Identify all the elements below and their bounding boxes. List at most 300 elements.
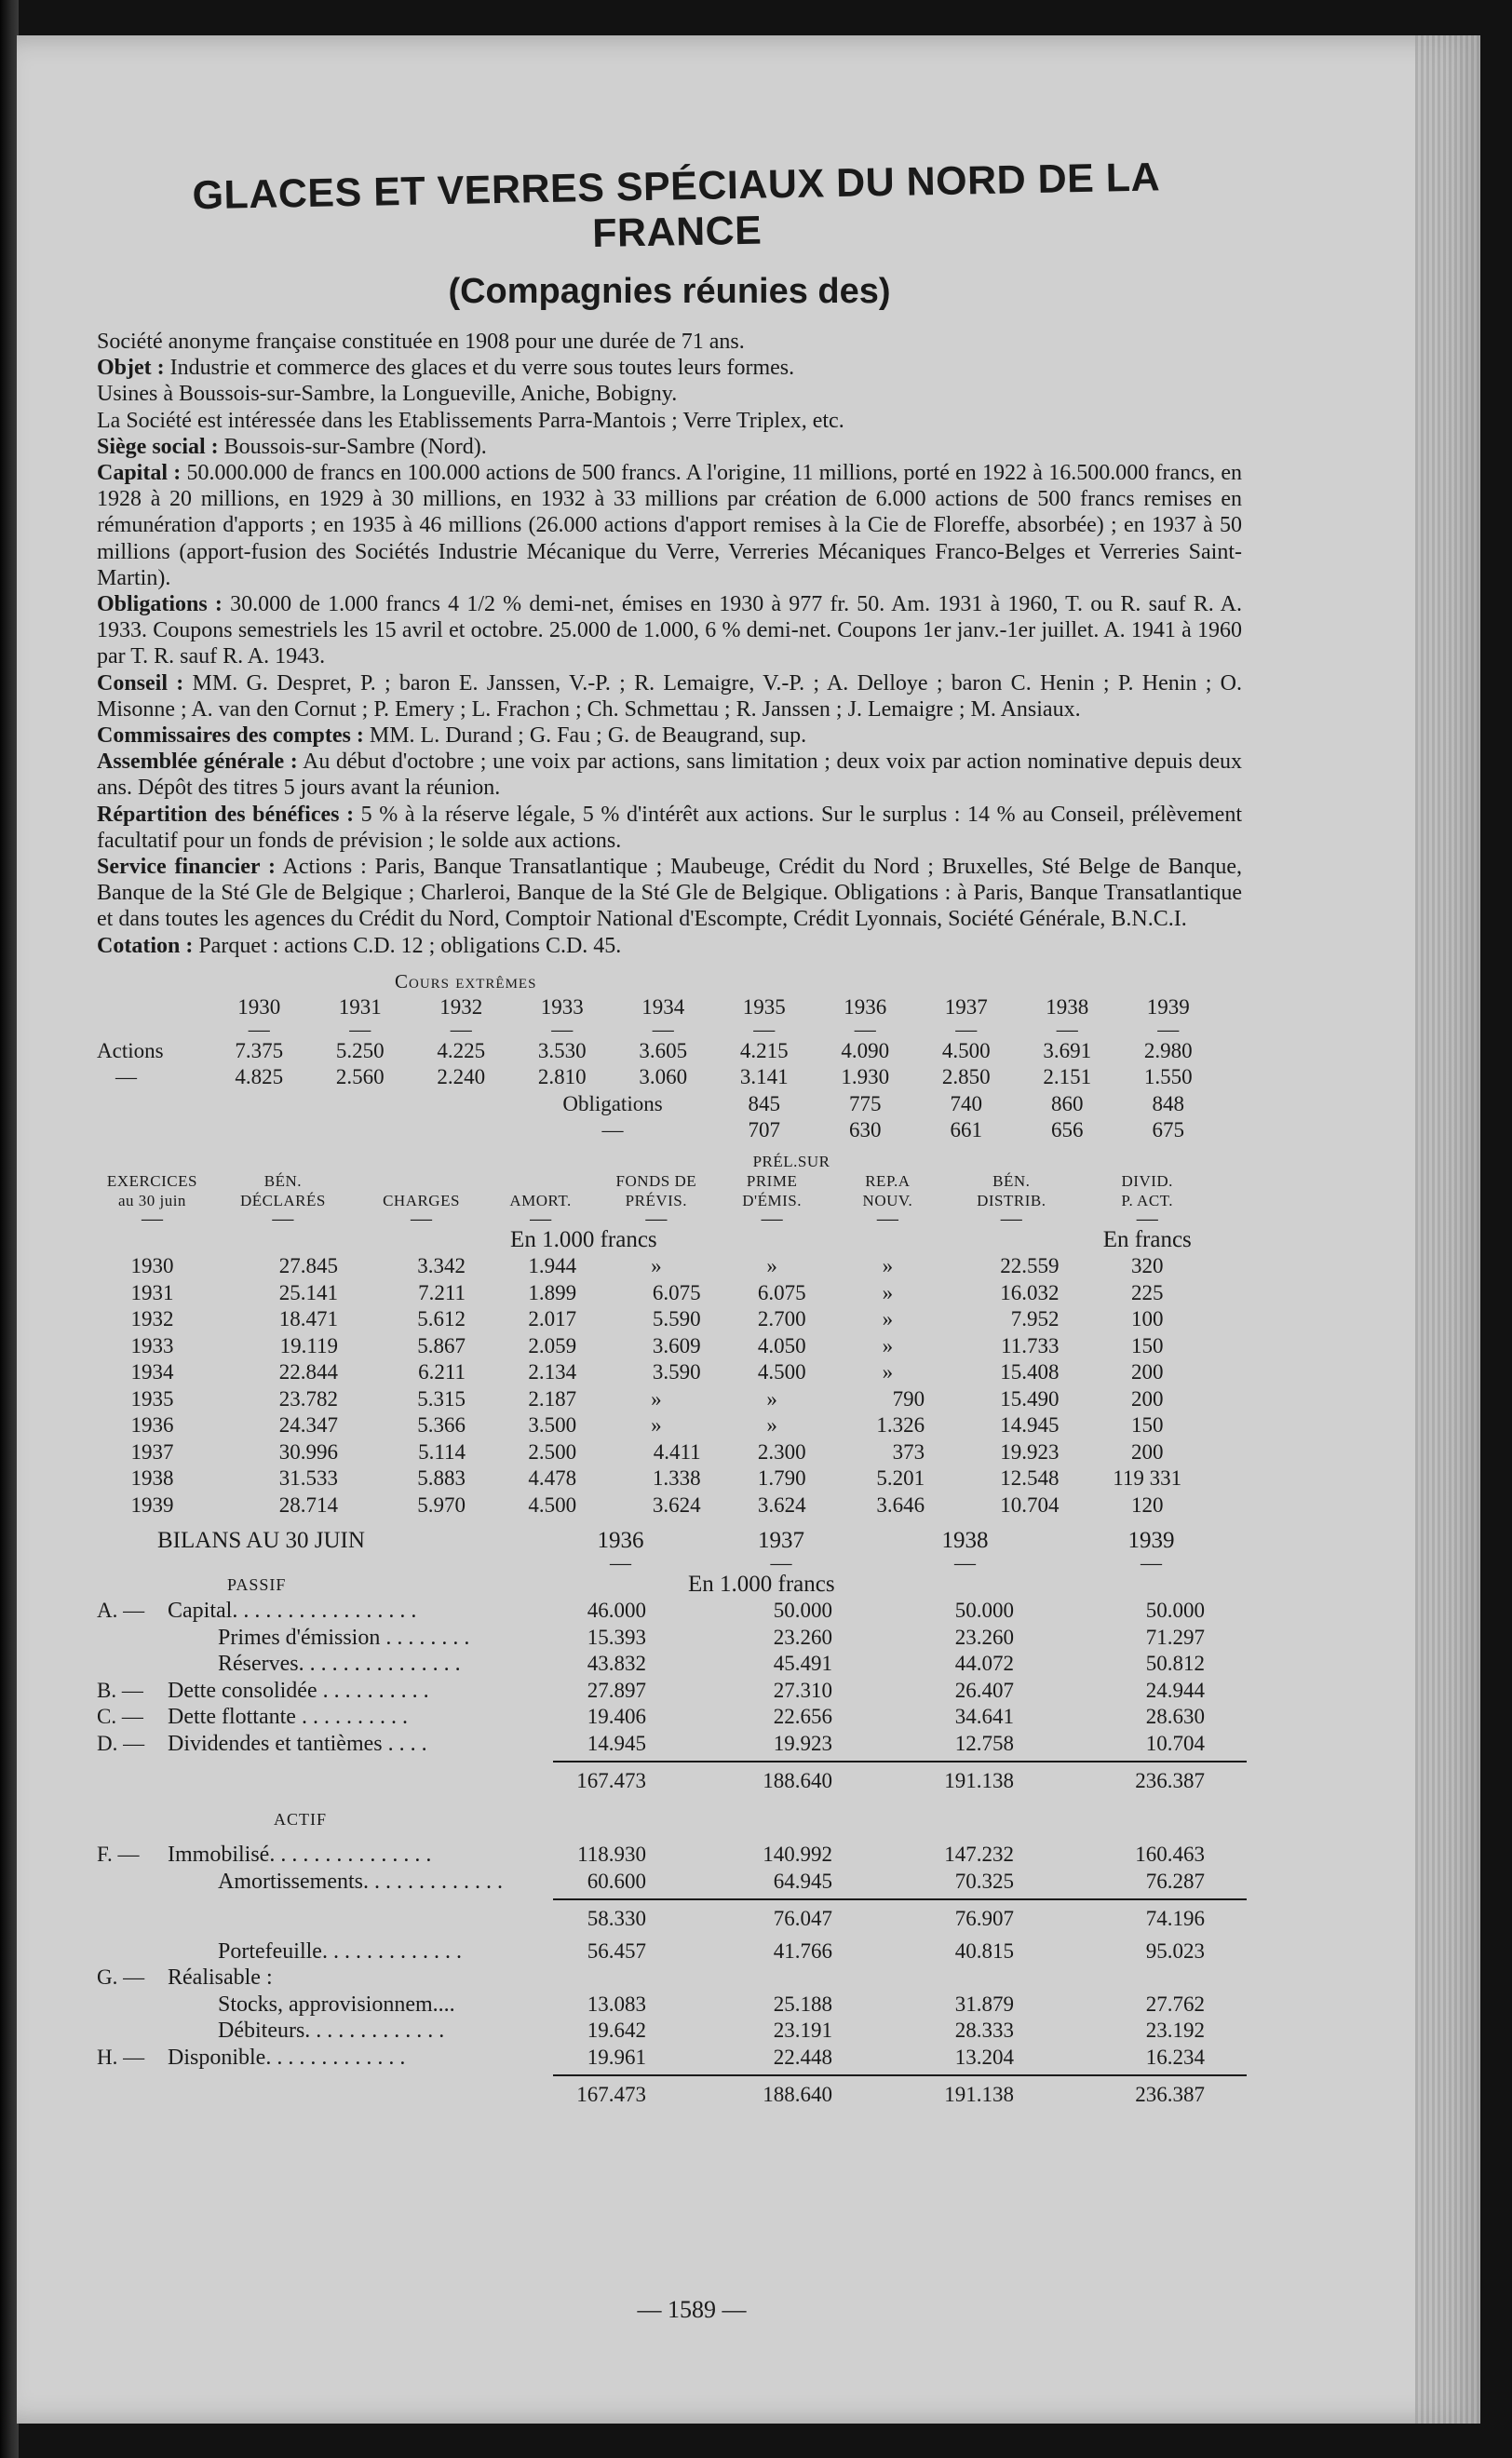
table-row xyxy=(97,1492,1219,1519)
cell-value: 6.075 xyxy=(757,1280,806,1304)
cell-value: 12.548 xyxy=(1000,1466,1060,1491)
pre-header: PRÉL.SUR xyxy=(752,1152,830,1170)
cell-value: 140.992 xyxy=(763,1843,832,1867)
cours-year: 1934 xyxy=(641,995,685,1020)
cell-value: 4.090 xyxy=(841,1038,890,1062)
info-paragraph xyxy=(97,355,1242,381)
cell-value: 19.961 xyxy=(587,2045,646,2069)
passif-row xyxy=(97,1625,1247,1652)
cell-value: 19.923 xyxy=(773,1731,832,1755)
cell-value: » xyxy=(766,1413,777,1438)
row-label: — xyxy=(115,1065,137,1089)
cell-value: 34.641 xyxy=(954,1705,1014,1729)
column-header xyxy=(358,1171,484,1191)
page-number: — 1589 — xyxy=(637,2296,747,2323)
row-prefix: A. — xyxy=(97,1599,145,1623)
info-label: Capital : xyxy=(97,461,182,486)
total-value: 74.196 xyxy=(1056,1899,1247,1938)
cell-value: 3.060 xyxy=(639,1065,688,1089)
column-header: DISTRIB. xyxy=(977,1191,1046,1209)
cours-year: 1933 xyxy=(540,995,584,1020)
cell-value: 1933 xyxy=(130,1333,174,1357)
cell-value: » xyxy=(882,1280,894,1304)
row-prefix: B. — xyxy=(97,1678,143,1702)
cell-value: 3.624 xyxy=(757,1492,806,1517)
info-paragraph xyxy=(97,854,1242,933)
cell-value: 2.560 xyxy=(335,1065,385,1089)
column-header: CHARGES xyxy=(383,1191,460,1209)
info-text: MM. L. Durand ; G. Fau ; G. de Beaugrand, sup. xyxy=(363,723,807,749)
row-prefix: D. — xyxy=(97,1731,145,1755)
cell-value: 27.762 xyxy=(1145,1992,1205,2016)
cell-value: 16.032 xyxy=(1000,1280,1060,1304)
cell-value: 775 xyxy=(849,1091,882,1115)
cell-value: 25.188 xyxy=(773,1992,832,2016)
row-label: Portefeuille. . . . . . . . . . . . . xyxy=(218,1938,462,1964)
cell-value: 6.211 xyxy=(418,1360,466,1384)
cell-value: 1.338 xyxy=(652,1466,701,1491)
cell-value: 41.766 xyxy=(773,1938,832,1963)
column-header: PRÉVIS. xyxy=(625,1191,687,1209)
cell-value: » xyxy=(882,1333,894,1357)
spacer xyxy=(97,1832,1247,1842)
cell-value: 2.500 xyxy=(528,1439,577,1464)
cours-year: 1939 xyxy=(1146,995,1190,1020)
cell-value: 46.000 xyxy=(587,1599,646,1623)
cell-value: » xyxy=(766,1386,777,1411)
info-text: Industrie et commerce des glaces et du verre sous toutes leurs formes. xyxy=(164,356,795,381)
actif-title: ACTIF xyxy=(274,1809,328,1829)
company-info xyxy=(97,329,1242,959)
cell-value: 14.945 xyxy=(587,1731,646,1755)
info-label: Siège social : xyxy=(97,434,219,459)
row-label: Capital. . . . . . . . . . . . . . . . . xyxy=(168,1599,417,1624)
cell-value: 1938 xyxy=(130,1466,174,1491)
column-header: NOUV. xyxy=(862,1191,913,1209)
info-paragraph xyxy=(97,434,1242,460)
cell-value: » xyxy=(651,1413,662,1438)
cours-year: 1936 xyxy=(844,995,887,1020)
page-subtitle: (Compagnies réunies des) xyxy=(448,272,891,311)
header-dash-row xyxy=(97,1210,1219,1227)
cell-value: 23.782 xyxy=(278,1386,338,1411)
bilans-unit: En 1.000 francs xyxy=(688,1571,835,1597)
dash: — xyxy=(272,1206,294,1230)
cell-value: » xyxy=(766,1254,777,1278)
cell-value: 40.815 xyxy=(954,1938,1014,1963)
page-title: GLACES ET VERRES SPÉCIAUX DU NORD DE LA FRANCE xyxy=(192,155,1161,257)
cell-value: 64.945 xyxy=(773,1869,832,1893)
info-text: Boussois-sur-Sambre (Nord). xyxy=(218,434,487,459)
total-value: 191.138 xyxy=(874,2075,1056,2114)
cell-value: 10.704 xyxy=(1145,1731,1205,1755)
cell-value: 1.790 xyxy=(757,1466,806,1491)
cell-value: 28.714 xyxy=(278,1492,338,1517)
passif-row xyxy=(97,1598,1247,1625)
info-label: Objet : xyxy=(97,356,165,381)
cell-value: 22.448 xyxy=(773,2045,832,2069)
cours-year: 1937 xyxy=(944,995,988,1020)
info-paragraph xyxy=(97,408,1242,434)
cell-value: 5.867 xyxy=(417,1333,466,1357)
cell-value: 147.232 xyxy=(944,1843,1014,1867)
total-value: 236.387 xyxy=(1056,1762,1247,1801)
cell-value: 44.072 xyxy=(954,1652,1014,1676)
info-label: Commissaires des comptes : xyxy=(97,723,364,749)
cours-dash-row xyxy=(97,1021,1219,1038)
cell-value: 3.590 xyxy=(652,1360,701,1384)
info-paragraph xyxy=(97,670,1242,723)
total-value: 58.330 xyxy=(553,1899,688,1938)
info-label: Conseil : xyxy=(97,670,184,696)
bilans-table xyxy=(97,1528,1247,2114)
cours-title: Cours extrêmes xyxy=(395,969,537,993)
passif-row xyxy=(97,1678,1247,1705)
cell-value: 2.240 xyxy=(437,1065,486,1089)
cell-value: 50.000 xyxy=(773,1599,832,1623)
info-paragraph xyxy=(97,329,1242,355)
info-paragraph xyxy=(97,591,1242,670)
table-row xyxy=(97,1333,1219,1360)
actif-total-row xyxy=(97,2075,1247,2114)
cell-value: 160.463 xyxy=(1135,1843,1205,1867)
info-label: Répartition des bénéfices : xyxy=(97,802,355,827)
actif-row xyxy=(97,2018,1247,2045)
dash: — xyxy=(141,1206,163,1230)
row-label: Débiteurs. . . . . . . . . . . . . xyxy=(218,2019,445,2044)
row-label: Amortissements. . . . . . . . . . . . . xyxy=(218,1869,503,1894)
cell-value: 3.530 xyxy=(537,1038,587,1062)
info-text: 5 % à la réserve légale, 5 % d'intérêt aux actions. Sur le surplus : 14 % au Conseil, prélèvement facultatif pour un fonds de prévision ; le solde aux actions. xyxy=(97,802,1242,853)
info-paragraph xyxy=(97,381,1242,407)
column-header: PRIME xyxy=(746,1171,798,1190)
total-value: 188.640 xyxy=(688,1762,874,1801)
info-text: Actions : Paris, Banque Transatlantique ; Maubeuge, Crédit du Nord ; Bruxelles, Sté Belge de Banque, Banque de la Sté Gle de Belgique ; Charleroi, Banque de la Sté Gle de Belgique. Obligations : à Paris, Banque Transatlantique et dans toutes les agences du Crédit du Nord, Comptoir National d'Escompte, Crédit Lyonnais, Société Générale, B.N.C.I. xyxy=(97,855,1242,932)
cell-value: 50.812 xyxy=(1145,1652,1205,1676)
cours-year: 1932 xyxy=(439,995,483,1020)
cell-value: 5.315 xyxy=(417,1386,466,1411)
table-row xyxy=(97,1280,1219,1307)
dash: — xyxy=(530,1206,552,1230)
column-header: au 30 juin xyxy=(117,1191,186,1209)
pre-header-row xyxy=(97,1152,1219,1171)
cell-value: 5.114 xyxy=(418,1439,466,1464)
cell-value: 1930 xyxy=(130,1254,174,1278)
cell-value: 15.393 xyxy=(587,1625,646,1649)
cell-value xyxy=(553,1965,688,1992)
cell-value: 25.141 xyxy=(278,1280,338,1304)
cell-value: 5.883 xyxy=(417,1466,466,1491)
bilans-year: 1936 xyxy=(597,1528,644,1554)
row-label: Dividendes et tantièmes . . . . xyxy=(168,1731,427,1756)
exercices-table xyxy=(97,1152,1219,1519)
table-row xyxy=(97,1359,1219,1386)
cell-value: 16.234 xyxy=(1145,2045,1205,2069)
total-value: 236.387 xyxy=(1056,2075,1247,2114)
passif-row xyxy=(97,1704,1247,1731)
cell-value: 2.151 xyxy=(1043,1065,1092,1089)
dash: — xyxy=(411,1206,432,1230)
cours-year: 1930 xyxy=(237,995,281,1020)
info-label: Service financier : xyxy=(97,855,276,880)
book-spine xyxy=(0,0,19,2458)
cell-value: 5.201 xyxy=(876,1466,925,1491)
row-label: Réserves. . . . . . . . . . . . . . . xyxy=(218,1652,461,1677)
cell-value: 1935 xyxy=(130,1386,174,1411)
header-row xyxy=(97,1171,1219,1191)
cell-value: 13.083 xyxy=(587,1992,646,2016)
cell-value: 10.704 xyxy=(1000,1492,1060,1517)
info-text: 30.000 de 1.000 francs 4 1/2 % demi-net, émises en 1930 à 977 fr. 50. Am. 1931 à 1960, T. ou R. sauf R. A. 1933. Coupons semestriels les 15 avril et octobre. 25.000 de 1.000, 6 % demi-net. Coupons 1er janv.-1er juillet. A. 1941 à 1960 par T. R. sauf R. A. 1943. xyxy=(97,592,1242,669)
unit-label: En 1.000 francs xyxy=(510,1226,657,1252)
cell-value: » xyxy=(651,1386,662,1411)
cell-value: 630 xyxy=(849,1118,882,1142)
cell-value: 200 xyxy=(1130,1439,1164,1464)
cell-value: » xyxy=(882,1360,894,1384)
passif-row xyxy=(97,1731,1247,1758)
bilans-title: BILANS AU 30 JUIN xyxy=(157,1528,365,1554)
cell-value: 3.342 xyxy=(417,1254,466,1278)
cell-value: 24.347 xyxy=(278,1413,338,1438)
cell-value: 790 xyxy=(892,1386,925,1411)
cell-value: 3.500 xyxy=(528,1413,577,1438)
row-prefix xyxy=(97,1869,162,1896)
table-row xyxy=(97,1386,1219,1413)
total-value: 76.907 xyxy=(874,1899,1056,1938)
cours-year: 1931 xyxy=(338,995,382,1020)
row-prefix: H. — xyxy=(97,2045,145,2069)
info-paragraph xyxy=(97,723,1242,749)
actif-row xyxy=(97,2045,1247,2072)
cell-value: 3.646 xyxy=(876,1492,925,1517)
cell-value: 23.260 xyxy=(954,1625,1014,1649)
dash: — xyxy=(1136,1206,1158,1230)
cell-value: 707 xyxy=(748,1118,780,1142)
document-page xyxy=(17,35,1480,2424)
dash: — xyxy=(610,1550,631,1574)
cell-value: 1.899 xyxy=(528,1280,577,1304)
total-value: 167.473 xyxy=(553,1762,688,1801)
cell-value: 5.250 xyxy=(335,1038,385,1062)
bilans-year: 1938 xyxy=(941,1528,989,1554)
row-label: Stocks, approvisionnem.... xyxy=(218,1992,455,2017)
cell-value: 28.630 xyxy=(1145,1705,1205,1729)
row-label: Actions xyxy=(97,1038,164,1062)
cell-value: 3.605 xyxy=(639,1038,688,1062)
cell-value: 1939 xyxy=(130,1492,174,1517)
cell-value: 56.457 xyxy=(587,1938,646,1963)
dash: — xyxy=(551,1017,574,1041)
cell-value: 50.000 xyxy=(1145,1599,1205,1623)
cell-value: 26.407 xyxy=(954,1678,1014,1702)
cell-value: 31.533 xyxy=(278,1466,338,1491)
cell-value: 200 xyxy=(1130,1360,1164,1384)
obligations-high-row xyxy=(97,1091,1219,1118)
row-label: — xyxy=(601,1118,624,1142)
cell-value: 320 xyxy=(1130,1254,1164,1278)
cell-value: 848 xyxy=(1152,1091,1184,1115)
row-prefix: G. — xyxy=(97,1965,145,1990)
cell-value: 1.550 xyxy=(1143,1065,1193,1089)
row-prefix: C. — xyxy=(97,1705,143,1729)
cell-value: 15.408 xyxy=(1000,1360,1060,1384)
cell-value: 22.559 xyxy=(1000,1254,1060,1278)
cell-value: 1934 xyxy=(130,1360,174,1384)
cell-value: 30.996 xyxy=(278,1439,338,1464)
info-label: Obligations : xyxy=(97,592,223,617)
cell-value: 60.600 xyxy=(587,1869,646,1893)
row-prefix xyxy=(97,1992,162,2019)
cell-value: 150 xyxy=(1130,1413,1164,1438)
dash: — xyxy=(349,1017,371,1041)
passif-total-row xyxy=(97,1762,1247,1801)
column-header: DÉCLARÉS xyxy=(240,1191,326,1209)
cell-value: 71.297 xyxy=(1145,1625,1205,1649)
cell-value: 200 xyxy=(1130,1386,1164,1411)
cours-year: 1935 xyxy=(742,995,786,1020)
cell-value: 100 xyxy=(1130,1307,1164,1331)
cell-value: 12.758 xyxy=(954,1731,1014,1755)
table-row xyxy=(97,1306,1219,1333)
info-text: 50.000.000 de francs en 100.000 actions de 500 francs. A l'origine, 11 millions, porté en 1922 à 16.500.000 francs, en 1928 à 20 millions, en 1929 à 30 millions, en 1932 à 33 millions par création de 6.000 actions de 500 francs remises en rémunération d'apports ; en 1935 à 46 millions (26.000 actions d'apport remises à la Cie de Floreffe, absorbée) ; en 1937 à 50 millions (apport-fusion des Sociétés Industrie Mécanique du Verre, Verreries Mécaniques Franco-Belges et Verreries Saint-Martin). xyxy=(97,461,1242,590)
row-label: Disponible. . . . . . . . . . . . . xyxy=(168,2045,406,2070)
cell-value: » xyxy=(651,1254,662,1278)
cell-value: 5.970 xyxy=(417,1492,466,1517)
obligations-low-row xyxy=(97,1117,1219,1144)
row-label: Dette flottante . . . . . . . . . . xyxy=(168,1705,408,1730)
cell-value xyxy=(1056,1965,1247,1992)
row-prefix xyxy=(97,1651,162,1678)
info-label: Cotation : xyxy=(97,933,194,958)
info-paragraph xyxy=(97,749,1242,801)
cell-value: 5.366 xyxy=(417,1413,466,1438)
column-header: REP.A xyxy=(865,1171,911,1190)
cell-value: 4.215 xyxy=(739,1038,789,1062)
dash: — xyxy=(1157,1017,1180,1041)
bilans-title-row xyxy=(97,1528,1247,1555)
cell-value: 45.491 xyxy=(773,1652,832,1676)
cell-value: 31.879 xyxy=(954,1992,1014,2016)
column-header: FONDS DE xyxy=(615,1171,697,1190)
bilans-dash-row xyxy=(97,1555,1247,1572)
column-header: DIVID. xyxy=(1121,1171,1173,1190)
cell-value: 2.700 xyxy=(757,1307,806,1331)
dash: — xyxy=(248,1017,270,1041)
row-prefix: F. — xyxy=(97,1843,140,1867)
cell-value: 675 xyxy=(1152,1118,1184,1142)
dash: — xyxy=(1056,1017,1078,1041)
cell-value: 1932 xyxy=(130,1307,174,1331)
cell-value: 1931 xyxy=(130,1280,174,1304)
cell-value: 4.825 xyxy=(235,1065,284,1089)
actif-title-row xyxy=(97,1801,1247,1833)
cell-value: 4.411 xyxy=(653,1439,701,1464)
cell-value: 1936 xyxy=(130,1413,174,1438)
info-label: Assemblée générale : xyxy=(97,750,298,775)
cell-value: 18.471 xyxy=(278,1307,338,1331)
passif-title-row xyxy=(97,1572,1247,1599)
dash: — xyxy=(770,1550,792,1574)
cell-value: 28.333 xyxy=(954,2019,1014,2043)
cell-value: 656 xyxy=(1051,1118,1084,1142)
actif-net-row xyxy=(97,1899,1247,1938)
cell-value: 19.406 xyxy=(587,1705,646,1729)
cell-value: 1.930 xyxy=(841,1065,890,1089)
cell-value: 740 xyxy=(950,1091,982,1115)
cell-value: 70.325 xyxy=(954,1869,1014,1893)
passif-title: PASSIF xyxy=(227,1574,287,1594)
dash: — xyxy=(954,1550,976,1574)
total-value: 191.138 xyxy=(874,1762,1056,1801)
unit-label: En francs xyxy=(1102,1226,1192,1252)
cell-value: 11.733 xyxy=(1001,1333,1060,1357)
info-text: La Société est intéressée dans les Etablissements Parra-Mantois ; Verre Triplex, etc. xyxy=(97,408,844,433)
cell-value: 1937 xyxy=(130,1439,174,1464)
cell-value: 661 xyxy=(950,1118,982,1142)
info-text: Société anonyme française constituée en 1908 pour une durée de 71 ans. xyxy=(97,330,745,354)
cell-value: 860 xyxy=(1051,1091,1084,1115)
cell-value: 5.590 xyxy=(652,1307,701,1331)
actif-row xyxy=(97,1869,1247,1896)
cell-value: 1.326 xyxy=(876,1413,925,1438)
cell-value: 23.191 xyxy=(773,2019,832,2043)
cell-value: 4.478 xyxy=(528,1466,577,1491)
page-content xyxy=(97,155,1243,2114)
actif-row xyxy=(97,1992,1247,2019)
bilans-year: 1939 xyxy=(1127,1528,1175,1554)
dash: — xyxy=(761,1206,783,1230)
cell-value: 23.192 xyxy=(1145,2019,1205,2043)
cell-value: 3.624 xyxy=(652,1492,701,1517)
cell-value: » xyxy=(882,1254,894,1278)
cell-value: 27.897 xyxy=(587,1678,646,1702)
dash: — xyxy=(645,1206,668,1230)
cell-value: 7.952 xyxy=(1010,1307,1060,1331)
dash: — xyxy=(876,1206,898,1230)
cell-value: 373 xyxy=(892,1439,925,1464)
cell-value: 119 331 xyxy=(1113,1466,1182,1491)
cell-value: 4.050 xyxy=(757,1333,806,1357)
cell-value: 3.691 xyxy=(1043,1038,1092,1062)
page-edges xyxy=(1415,35,1480,2424)
cell-value: 2.300 xyxy=(757,1439,806,1464)
row-label: Obligations xyxy=(562,1091,663,1115)
row-label: Dette consolidée . . . . . . . . . . xyxy=(168,1678,429,1703)
cours-title-row xyxy=(97,968,1219,995)
column-header: BÉN. xyxy=(992,1171,1031,1190)
cell-value xyxy=(874,1965,1056,1992)
column-header: BÉN. xyxy=(263,1171,303,1190)
info-paragraph xyxy=(97,933,1242,959)
cell-value: 3.141 xyxy=(739,1065,789,1089)
cell-value: 6.075 xyxy=(652,1280,701,1304)
cell-value: 2.059 xyxy=(528,1333,577,1357)
cell-value: 225 xyxy=(1130,1280,1164,1304)
row-label: Primes d'émission . . . . . . . . xyxy=(218,1625,470,1650)
row-prefix xyxy=(97,2018,162,2045)
total-value: 167.473 xyxy=(553,2075,688,2114)
cell-value: 43.832 xyxy=(587,1652,646,1676)
cell-value: 2.810 xyxy=(537,1065,587,1089)
cell-value: 3.609 xyxy=(652,1333,701,1357)
cell-value: 845 xyxy=(748,1091,780,1115)
cell-value: 76.287 xyxy=(1145,1869,1205,1893)
cell-value: 4.500 xyxy=(941,1038,991,1062)
row-label: Immobilisé. . . . . . . . . . . . . . . xyxy=(168,1843,432,1868)
table-row xyxy=(97,1465,1219,1492)
cell-value: 150 xyxy=(1130,1333,1164,1357)
cell-value: 13.204 xyxy=(954,2045,1014,2069)
